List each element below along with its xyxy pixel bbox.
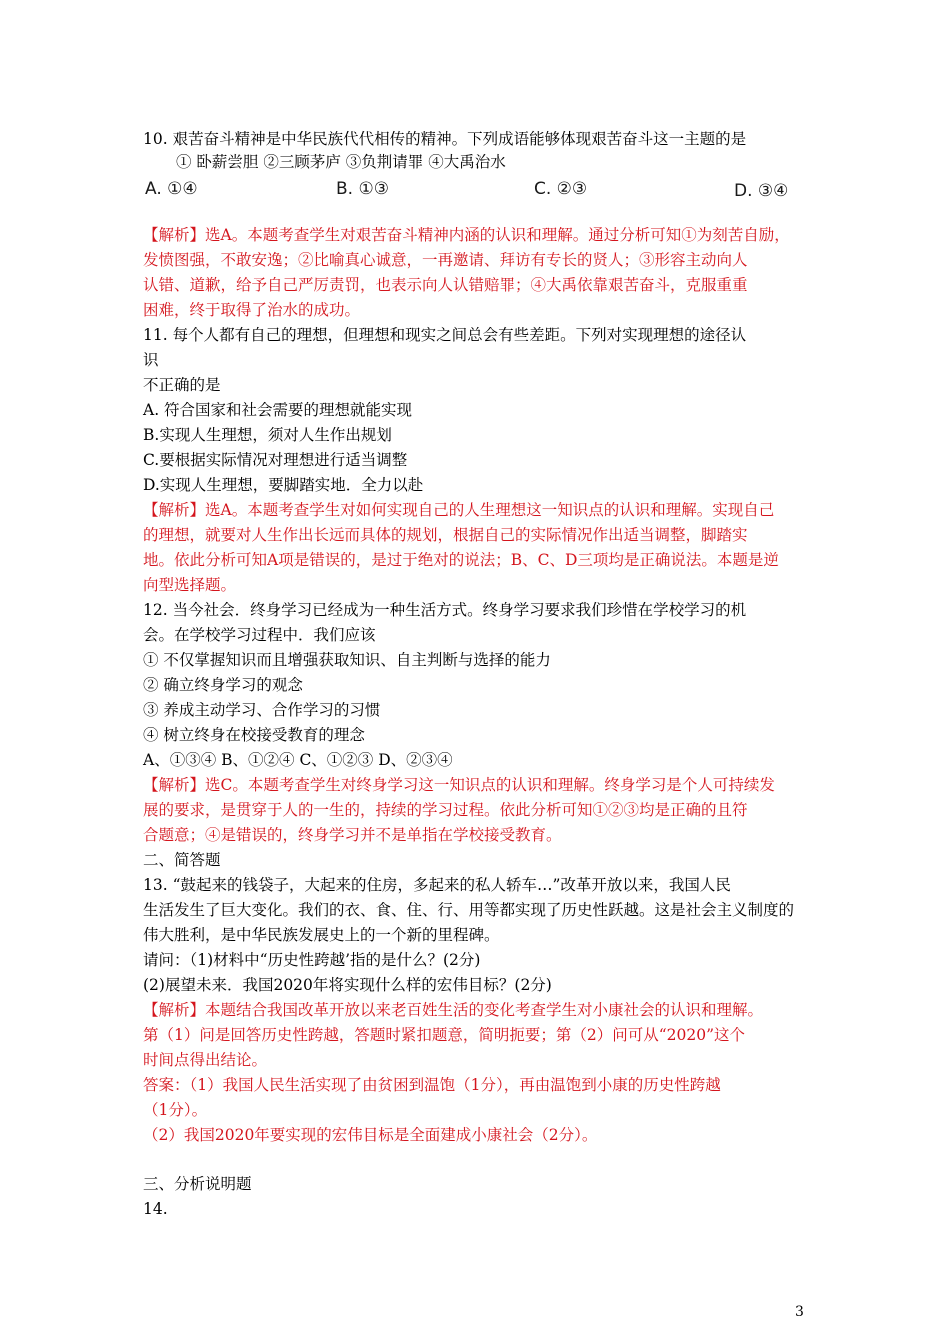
q13-answer-line: 答案：（1）我国人民生活实现了由贫困到温饱（1分），再由温饱到小康的历史性跨越 (143, 1076, 721, 1094)
q13-analysis-line: 第（1）问是回答历史性跨越，答题时紧扣题意，简明扼要；第（2）问可从“2020”这个 (143, 1026, 746, 1044)
q14-number: 14. (143, 1200, 168, 1218)
q12-analysis-line: 合题意；④是错误的，终身学习并不是单指在学校接受教育。 (143, 826, 562, 844)
section-heading: 二、简答题 (143, 851, 221, 869)
q11-option-d: D.实现人生理想，要脚踏实地．全力以赴 (143, 476, 424, 494)
q12-stem: 12. 当今社会．终身学习已经成为一种生活方式。终身学习要求我们珍惜在学校学习的机 (143, 601, 747, 619)
q11-analysis-line: 的理想，就要对人生作出长远而具体的规划，根据自己的实际情况作出适当调整，脚踏实 (143, 526, 748, 544)
q12-analysis-line: 【解析】选C。本题考查学生对终身学习这一知识点的认识和理解。终身学习是个人可持续发 (143, 776, 775, 794)
q11-option-c: C.要根据实际情况对理想进行适当调整 (143, 451, 408, 469)
q10-option-d: D. ③④ (734, 181, 789, 201)
q10-option-b: B. ①③ (336, 179, 389, 199)
q10-analysis-line: 发愤图强，不敢安逸；②比喻真心诚意，一再邀请、拜访有专长的贤人；③形容主动向人 (143, 251, 748, 269)
q12-analysis-line: 展的要求，是贯穿于人的一生的，持续的学习过程。依此分析可知①②③均是正确的且符 (143, 801, 748, 819)
q12-item: ④ 树立终身在校接受教育的理念 (143, 726, 365, 744)
q13-stem: 生活发生了巨大变化。我们的衣、食、住、行、用等都实现了历史性跃越。这是社会主义制度的 (143, 901, 795, 919)
q13-stem: 伟大胜利，是中华民族发展史上的一个新的里程碑。 (143, 926, 500, 944)
q13-analysis-line: 时间点得出结论。 (143, 1051, 268, 1069)
q10-items: ① 卧薪尝胆 ②三顾茅庐 ③负荆请罪 ④大禹治水 (176, 153, 506, 171)
q11-analysis-line: 地。依此分析可知A项是错误的，是过于绝对的说法；B、C、D三项均是正确说法。本题是逆 (143, 551, 779, 569)
q13-answer-line: （2）我国2020年要实现的宏伟目标是全面建成小康社会（2分）。 (143, 1126, 598, 1144)
q13-answer-line: （1分）。 (143, 1101, 208, 1119)
q11-stem-cont: 不正确的是 (143, 376, 221, 394)
q11-analysis-line: 向型选择题。 (143, 576, 237, 594)
q12-item: ① 不仅掌握知识而且增强获取知识、自主判断与选择的能力 (143, 651, 551, 669)
q11-option-a: A. 符合国家和社会需要的理想就能实现 (143, 401, 413, 419)
q12-item: ② 确立终身学习的观念 (143, 676, 303, 694)
q13-ask: (2)展望未来．我国2020年将实现什么样的宏伟目标？(2分) (143, 976, 552, 994)
q10-analysis-line: 【解析】选A。本题考查学生对艰苦奋斗精神内涵的认识和理解。通过分析可知①为刻苦自励， (143, 226, 790, 244)
q11-option-b: B.实现人生理想，须对人生作出规划 (143, 426, 392, 444)
q12-options: A、①③④ B、①②④ C、①②③ D、②③④ (143, 751, 453, 769)
q12-item: ③ 养成主动学习、合作学习的习惯 (143, 701, 381, 719)
q11-analysis-line: 【解析】选A。本题考查学生对如何实现自己的人生理想这一知识点的认识和理解。实现自己 (143, 501, 775, 519)
page-number: 3 (795, 1304, 804, 1320)
q11-stem-cont: 识 (143, 351, 159, 369)
q11-stem: 11. 每个人都有自己的理想，但理想和现实之间总会有些差距。下列对实现理想的途径认 (143, 326, 747, 344)
q13-ask: 请问：（1)材料中“历史性跨越’指的是什么？(2分) (143, 951, 481, 969)
q10-option-c: C. ②③ (534, 179, 588, 199)
q13-stem: 13. “鼓起来的钱袋子，大起来的住房，多起来的私人轿车…”改革开放以来，我国人民 (143, 876, 731, 894)
q10-analysis-line: 困难，终于取得了治水的成功。 (143, 301, 361, 319)
q13-analysis-line: 【解析】本题结合我国改革开放以来老百姓生活的变化考查学生对小康社会的认识和理解。 (143, 1001, 764, 1019)
q10-option-a: A. ①④ (145, 179, 198, 199)
section-heading: 三、分析说明题 (143, 1175, 252, 1193)
q10-stem: 10. 艰苦奋斗精神是中华民族代代相传的精神。下列成语能够体现艰苦奋斗这一主题的是 (143, 130, 747, 148)
q12-stem-cont: 会。在学校学习过程中．我们应该 (143, 626, 376, 644)
q10-analysis-line: 认错、道歉，给予自己严厉责罚，也表示向人认错赔罪；④大禹依靠艰苦奋斗，克服重重 (143, 276, 748, 294)
